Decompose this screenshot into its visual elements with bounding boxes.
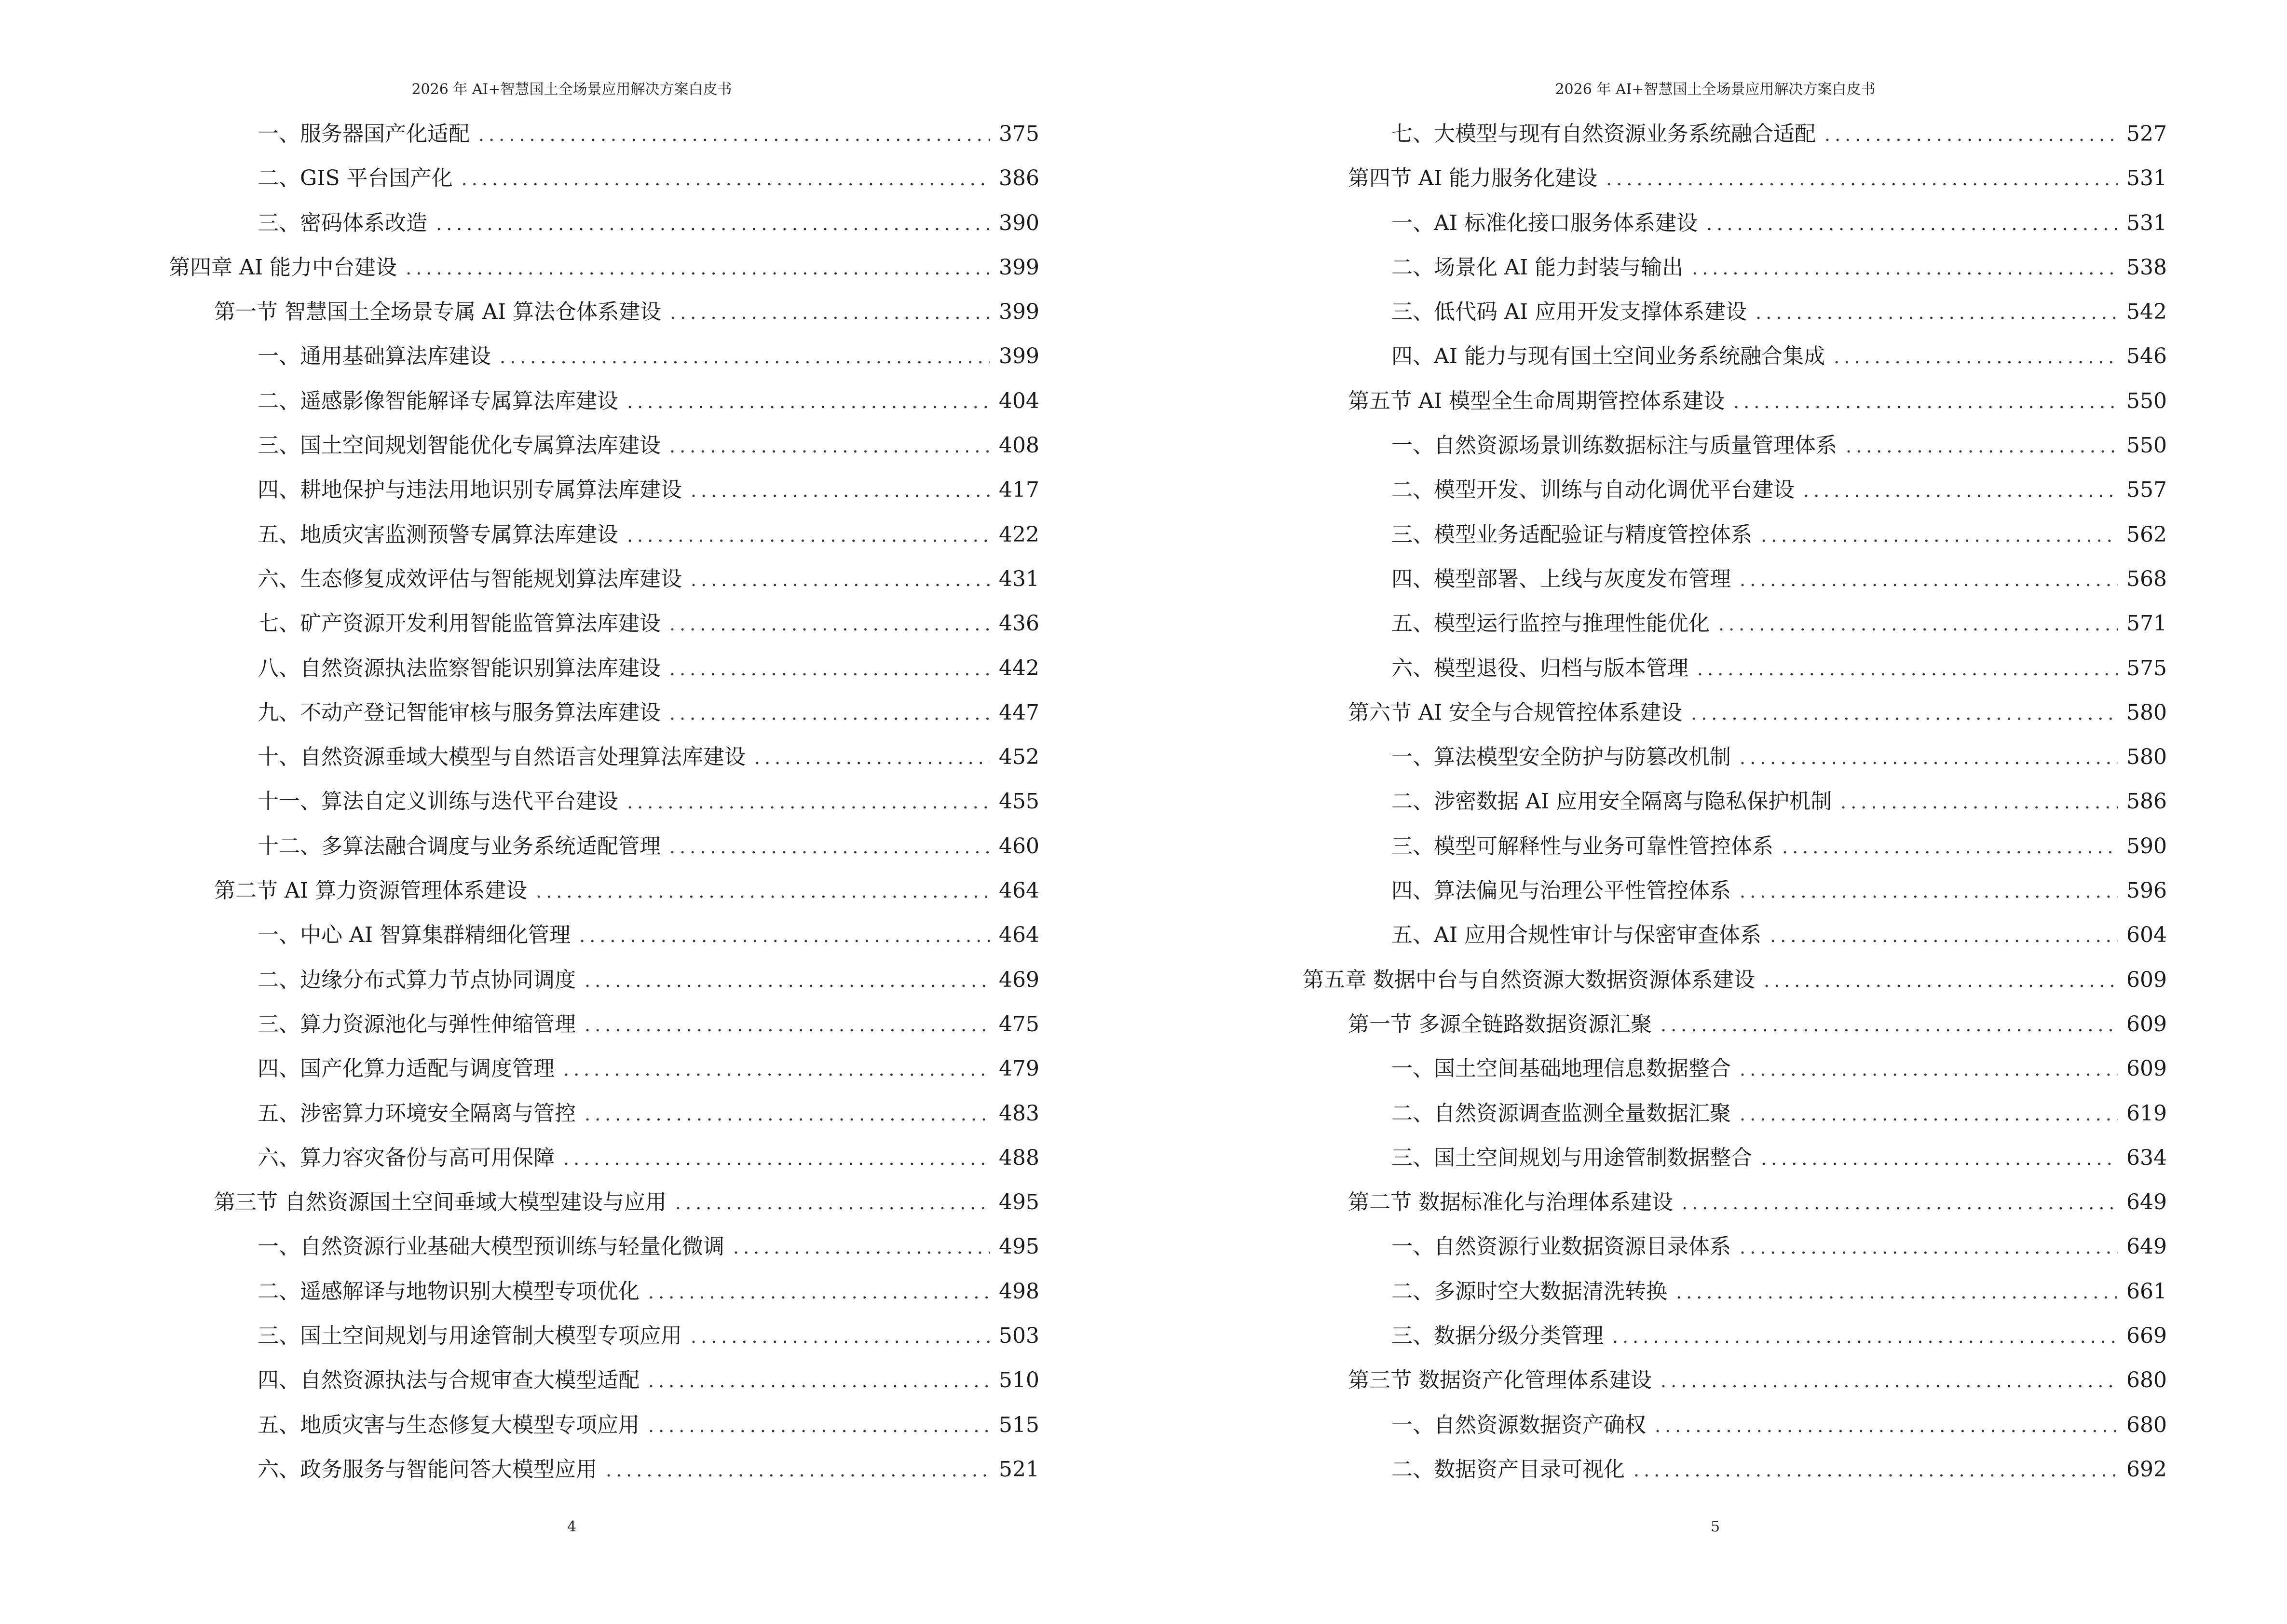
toc-entry-title: 一、AI 标准化接口服务体系建设: [1391, 210, 1698, 235]
toc-entry[interactable]: [1303, 779, 2167, 824]
toc-entry-title: 三、国土空间规划与用途管制大模型专项应用: [258, 1324, 682, 1349]
toc-entry-title: 一、自然资源场景训练数据标注与质量管理体系: [1391, 433, 1837, 458]
toc-entry-title: 十一、算法自定义训练与迭代平台建设: [258, 789, 618, 814]
dot-leader: [669, 424, 990, 468]
dot-leader: [1740, 1047, 2118, 1092]
dot-leader: [1761, 513, 2118, 558]
toc-entry-title: 二、数据资产目录可视化: [1391, 1457, 1625, 1482]
dot-leader: [1612, 1314, 2118, 1359]
dot-leader: [669, 647, 990, 691]
toc-entry[interactable]: [169, 423, 1039, 468]
toc-entry-page: 538: [2126, 255, 2167, 280]
dot-leader: [1634, 1448, 2118, 1492]
toc-entry-page: 399: [999, 255, 1039, 280]
toc-entry-page: 550: [2126, 388, 2167, 413]
toc-entry-title: 二、遥感解译与地物识别大模型专项优化: [258, 1279, 640, 1304]
dot-leader: [563, 1047, 990, 1092]
toc-entry[interactable]: [169, 201, 1039, 246]
toc-entry-title: 一、算法模型安全防护与防篡改机制: [1391, 745, 1731, 770]
toc-entry-page: 475: [999, 1011, 1039, 1037]
toc-entry-page: 557: [2126, 478, 2167, 503]
toc-entry-title: 二、场景化 AI 能力封装与输出: [1391, 255, 1684, 280]
dot-leader: [669, 825, 990, 869]
dot-leader: [627, 780, 990, 824]
toc-entry[interactable]: [1303, 379, 2167, 423]
toc-entry-title: 四、自然资源执法与合规审查大模型适配: [258, 1368, 640, 1393]
toc-entry[interactable]: [1303, 691, 2167, 735]
toc-entry-title: 三、模型业务适配验证与精度管控体系: [1391, 522, 1752, 547]
toc-entry-title: 六、模型退役、归档与版本管理: [1391, 655, 1688, 681]
toc-entry-title: 五、AI 应用合规性审计与保密审查体系: [1391, 923, 1762, 948]
dot-leader: [1761, 1136, 2118, 1181]
toc-entry[interactable]: [169, 779, 1039, 824]
right-page: [1144, 0, 2287, 1624]
dot-leader: [1718, 602, 2118, 646]
toc-entry-title: 四、耕地保护与违法用地识别专属算法库建设: [258, 478, 682, 503]
toc-entry-title: 第五章 数据中台与自然资源大数据资源体系建设: [1303, 967, 1755, 992]
toc-entry[interactable]: [169, 513, 1039, 557]
toc-entry-page: 575: [2126, 655, 2167, 681]
toc-entry[interactable]: [169, 869, 1039, 913]
toc-entry-title: 第一节 多源全链路数据资源汇聚: [1348, 1011, 1652, 1037]
toc-entry-title: 二、多源时空大数据清洗转换: [1391, 1279, 1667, 1304]
toc-entry-title: 八、自然资源执法监察智能识别算法库建设: [258, 655, 661, 681]
toc-entry-title: 四、算法偏见与治理公平性管控体系: [1391, 878, 1731, 903]
toc-entry[interactable]: [1303, 1358, 2167, 1403]
toc-entry-page: 590: [2126, 833, 2167, 859]
toc-entry-page: 455: [999, 789, 1039, 814]
toc-entry-page: 661: [2126, 1279, 2167, 1304]
toc-entry[interactable]: [169, 1447, 1039, 1492]
toc-entry-title: 三、国土空间规划智能优化专属算法库建设: [258, 433, 661, 458]
toc-entry[interactable]: [169, 1269, 1039, 1314]
toc-entry-page: 399: [999, 300, 1039, 325]
toc-entry-page: 479: [999, 1056, 1039, 1081]
dot-leader: [1782, 825, 2118, 869]
toc-entry[interactable]: [1303, 1002, 2167, 1047]
dot-leader: [675, 1181, 990, 1225]
toc-entry-page: 408: [999, 433, 1039, 458]
toc-entry-page: 609: [2126, 1056, 2167, 1081]
toc-entry[interactable]: [169, 468, 1039, 512]
toc-entry-title: 第二节 AI 算力资源管理体系建设: [214, 878, 528, 903]
toc-entry[interactable]: [169, 646, 1039, 691]
toc-entry-title: 第二节 数据标准化与治理体系建设: [1348, 1190, 1673, 1215]
toc-entry[interactable]: [169, 1403, 1039, 1447]
toc-entry[interactable]: [169, 1180, 1039, 1225]
dot-leader: [1756, 290, 2118, 335]
toc-entry-page: 692: [2126, 1457, 2167, 1482]
toc-entry[interactable]: [169, 913, 1039, 957]
toc-entry-title: 七、矿产资源开发利用智能监管算法库建设: [258, 611, 661, 636]
running-header: 2026 年 AI+智慧国土全场景应用解决方案白皮书: [411, 81, 732, 98]
dot-leader: [670, 290, 990, 335]
toc-entry[interactable]: [1303, 1136, 2167, 1180]
dot-leader: [500, 335, 990, 379]
dot-leader: [1706, 202, 2118, 246]
toc-entry[interactable]: [1303, 735, 2167, 779]
toc-entry[interactable]: [169, 1314, 1039, 1358]
dot-leader: [1770, 914, 2118, 958]
toc-entry[interactable]: [169, 1047, 1039, 1091]
dot-leader: [478, 112, 990, 157]
toc-entry-page: 609: [2126, 967, 2167, 992]
toc-entry[interactable]: [169, 735, 1039, 779]
toc-entry-title: 五、模型运行监控与推理性能优化: [1391, 611, 1710, 636]
toc-entry[interactable]: [1303, 1225, 2167, 1269]
toc-entry-title: 第四节 AI 能力服务化建设: [1348, 166, 1598, 191]
toc-list: [1303, 112, 2167, 1492]
toc-entry-title: 四、模型部署、上线与灰度发布管理: [1391, 566, 1731, 591]
dot-leader: [579, 914, 990, 958]
toc-entry[interactable]: [169, 1136, 1039, 1180]
toc-entry[interactable]: [169, 334, 1039, 379]
toc-entry-page: 634: [2126, 1145, 2167, 1170]
toc-entry-title: 二、模型开发、训练与自动化调优平台建设: [1391, 478, 1795, 503]
toc-entry-page: 447: [999, 700, 1039, 725]
toc-entry-title: 二、遥感影像智能解译专属算法库建设: [258, 388, 618, 413]
toc-entry-title: 第四章 AI 能力中台建设: [169, 255, 397, 280]
toc-entry-page: 609: [2126, 1011, 2167, 1037]
dot-leader: [436, 202, 990, 246]
toc-entry[interactable]: [169, 156, 1039, 201]
toc-entry-title: 一、中心 AI 智算集群精细化管理: [258, 923, 571, 948]
toc-entry-page: 521: [999, 1457, 1039, 1482]
toc-entry[interactable]: [1303, 646, 2167, 691]
dot-leader: [1764, 958, 2118, 1003]
dot-leader: [1661, 1003, 2118, 1047]
dot-leader: [462, 157, 990, 201]
toc-entry-page: 527: [2126, 122, 2167, 146]
toc-entry-page: 669: [2126, 1324, 2167, 1349]
dot-leader: [1740, 558, 2118, 602]
dot-leader: [1676, 1270, 2118, 1314]
dot-leader: [733, 1225, 990, 1269]
toc-entry-page: 452: [999, 745, 1039, 770]
toc-entry[interactable]: [1303, 1269, 2167, 1314]
toc-entry-title: 第三节 数据资产化管理体系建设: [1348, 1368, 1652, 1393]
toc-entry-title: 十、自然资源垂域大模型与自然语言处理算法库建设: [258, 745, 746, 770]
toc-entry[interactable]: [1303, 334, 2167, 379]
toc-list: [169, 112, 1039, 1492]
toc-entry[interactable]: [169, 379, 1039, 423]
toc-entry-page: 431: [999, 566, 1039, 591]
toc-entry-page: 436: [999, 611, 1039, 636]
toc-entry-title: 五、地质灾害监测预警专属算法库建设: [258, 522, 618, 547]
running-header: 2026 年 AI+智慧国土全场景应用解决方案白皮书: [1555, 81, 1876, 98]
toc-entry[interactable]: [1303, 1180, 2167, 1225]
toc-entry[interactable]: [169, 958, 1039, 1002]
toc-entry-title: 一、自然资源行业基础大模型预训练与轻量化微调: [258, 1234, 724, 1259]
toc-entry-title: 三、模型可解释性与业务可靠性管控体系: [1391, 833, 1773, 859]
toc-entry-page: 460: [999, 833, 1039, 859]
page-number: 5: [1710, 1518, 1720, 1535]
toc-entry[interactable]: [1303, 958, 2167, 1002]
toc-entry[interactable]: [1303, 1314, 2167, 1358]
dot-leader: [1740, 869, 2118, 914]
toc-entry-title: 九、不动产登记智能审核与服务算法库建设: [258, 700, 661, 725]
toc-entry[interactable]: [1303, 513, 2167, 557]
toc-entry-title: 第六节 AI 安全与合规管控体系建设: [1348, 700, 1683, 725]
toc-entry[interactable]: [1303, 246, 2167, 290]
dot-leader: [627, 380, 990, 424]
toc-entry-page: 422: [999, 522, 1039, 547]
dot-leader: [606, 1448, 990, 1492]
toc-entry-page: 580: [2126, 745, 2167, 770]
toc-entry[interactable]: [1303, 869, 2167, 913]
toc-entry-page: 469: [999, 967, 1039, 992]
toc-entry[interactable]: [1303, 824, 2167, 869]
dot-leader: [1661, 1359, 2118, 1403]
toc-entry-page: 483: [999, 1101, 1039, 1126]
toc-entry-page: 503: [999, 1324, 1039, 1349]
toc-entry-page: 550: [2126, 433, 2167, 458]
dot-leader: [691, 1314, 990, 1359]
toc-entry-page: 375: [999, 122, 1039, 146]
toc-entry-title: 六、算力容灾备份与高可用保障: [258, 1145, 555, 1170]
toc-entry-page: 619: [2126, 1101, 2167, 1126]
dot-leader: [648, 1359, 990, 1403]
toc-entry-page: 586: [2126, 789, 2167, 814]
toc-entry-page: 680: [2126, 1368, 2167, 1393]
toc-entry-title: 五、地质灾害与生态修复大模型专项应用: [258, 1412, 640, 1437]
toc-entry-page: 604: [2126, 923, 2167, 948]
toc-entry-title: 四、AI 能力与现有国土空间业务系统融合集成: [1391, 344, 1825, 369]
toc-entry[interactable]: [169, 557, 1039, 601]
toc-entry-title: 一、通用基础算法库建设: [258, 344, 491, 369]
toc-entry-title: 三、国土空间规划与用途管制数据整合: [1391, 1145, 1752, 1170]
toc-entry-page: 464: [999, 878, 1039, 903]
toc-entry-title: 四、国产化算力适配与调度管理: [258, 1056, 555, 1081]
dot-leader: [1691, 691, 2118, 736]
toc-entry-page: 680: [2126, 1412, 2167, 1437]
toc-entry-page: 571: [2126, 611, 2167, 636]
toc-entry[interactable]: [169, 1225, 1039, 1269]
dot-leader: [1655, 1404, 2118, 1448]
toc-entry-page: 649: [2126, 1234, 2167, 1259]
toc-entry-title: 二、边缘分布式算力节点协同调度: [258, 967, 576, 992]
toc-entry[interactable]: [1303, 290, 2167, 334]
toc-entry-page: 531: [2126, 210, 2167, 235]
toc-entry[interactable]: [1303, 468, 2167, 512]
toc-entry-page: 488: [999, 1145, 1039, 1170]
toc-entry-page: 562: [2126, 522, 2167, 547]
toc-entry-title: 第三节 自然资源国土空间垂域大模型建设与应用: [214, 1190, 667, 1215]
toc-entry[interactable]: [1303, 913, 2167, 957]
dot-leader: [648, 1404, 990, 1448]
toc-entry-page: 531: [2126, 166, 2167, 191]
toc-entry-title: 一、自然资源行业数据资源目录体系: [1391, 1234, 1731, 1259]
toc-entry-title: 七、大模型与现有自然资源业务系统融合适配: [1391, 122, 1816, 146]
toc-entry-page: 442: [999, 655, 1039, 681]
toc-entry[interactable]: [1303, 112, 2167, 156]
toc-entry-page: 498: [999, 1279, 1039, 1304]
toc-entry[interactable]: [169, 112, 1039, 156]
toc-entry-page: 390: [999, 210, 1039, 235]
toc-entry[interactable]: [169, 1092, 1039, 1136]
dot-leader: [536, 869, 990, 914]
toc-entry[interactable]: [1303, 557, 2167, 601]
dot-leader: [691, 558, 990, 602]
toc-entry-title: 二、GIS 平台国产化: [258, 166, 453, 191]
toc-entry-page: 510: [999, 1368, 1039, 1393]
dot-leader: [406, 246, 990, 290]
toc-entry-title: 三、算力资源池化与弹性伸缩管理: [258, 1011, 576, 1037]
toc-entry-page: 386: [999, 166, 1039, 191]
dot-leader: [1697, 647, 2118, 691]
toc-entry[interactable]: [1303, 1047, 2167, 1091]
toc-entry-page: 399: [999, 344, 1039, 369]
toc-entry-title: 一、自然资源数据资产确权: [1391, 1412, 1646, 1437]
toc-entry-title: 三、数据分级分类管理: [1391, 1324, 1604, 1349]
dot-leader: [1840, 780, 2118, 824]
toc-entry-title: 三、低代码 AI 应用开发支撑体系建设: [1391, 300, 1747, 325]
toc-entry-page: 568: [2126, 566, 2167, 591]
toc-entry[interactable]: [169, 246, 1039, 290]
page-number: 4: [567, 1518, 577, 1535]
toc-entry[interactable]: [169, 824, 1039, 869]
dot-leader: [1803, 468, 2118, 513]
toc-entry[interactable]: [169, 601, 1039, 646]
dot-leader: [691, 468, 990, 513]
toc-entry[interactable]: [1303, 423, 2167, 468]
dot-leader: [669, 602, 990, 646]
dot-leader: [1682, 1181, 2118, 1225]
toc-entry-title: 二、自然资源调查监测全量数据汇聚: [1391, 1101, 1731, 1126]
toc-entry[interactable]: [1303, 156, 2167, 201]
dot-leader: [1692, 246, 2118, 290]
dot-leader: [1824, 112, 2118, 157]
toc-entry[interactable]: [169, 290, 1039, 334]
toc-entry-page: 546: [2126, 344, 2167, 369]
toc-entry-page: 417: [999, 478, 1039, 503]
toc-entry-title: 六、政务服务与智能问答大模型应用: [258, 1457, 597, 1482]
toc-entry-page: 580: [2126, 700, 2167, 725]
toc-entry-page: 495: [999, 1234, 1039, 1259]
dot-leader: [669, 691, 990, 736]
toc-entry-page: 404: [999, 388, 1039, 413]
toc-entry-title: 五、涉密算力环境安全隔离与管控: [258, 1101, 576, 1126]
dot-leader: [1606, 157, 2118, 201]
toc-entry[interactable]: [1303, 1447, 2167, 1492]
dot-leader: [1834, 335, 2118, 379]
dot-leader: [754, 736, 990, 780]
toc-entry-page: 515: [999, 1412, 1039, 1437]
toc-entry-title: 六、生态修复成效评估与智能规划算法库建设: [258, 566, 682, 591]
toc-entry[interactable]: [1303, 601, 2167, 646]
toc-entry[interactable]: [169, 1002, 1039, 1047]
dot-leader: [648, 1270, 990, 1314]
dot-leader: [627, 513, 990, 558]
toc-entry-title: 一、服务器国产化适配: [258, 122, 470, 146]
toc-entry-title: 一、国土空间基础地理信息数据整合: [1391, 1056, 1731, 1081]
toc-entry-page: 464: [999, 923, 1039, 948]
toc-entry[interactable]: [1303, 201, 2167, 246]
toc-entry[interactable]: [1303, 1092, 2167, 1136]
toc-entry-title: 第一节 智慧国土全场景专属 AI 算法仓体系建设: [214, 300, 662, 325]
dot-leader: [1740, 1092, 2118, 1136]
toc-entry[interactable]: [169, 691, 1039, 735]
toc-entry-page: 596: [2126, 878, 2167, 903]
dot-leader: [1846, 424, 2118, 468]
dot-leader: [1733, 380, 2118, 424]
dot-leader: [585, 958, 990, 1003]
toc-entry-page: 542: [2126, 300, 2167, 325]
toc-entry-page: 495: [999, 1190, 1039, 1215]
dot-leader: [585, 1092, 990, 1136]
toc-entry[interactable]: [1303, 1403, 2167, 1447]
toc-entry-title: 十二、多算法融合调度与业务系统适配管理: [258, 833, 661, 859]
dot-leader: [585, 1003, 990, 1047]
toc-entry[interactable]: [169, 1358, 1039, 1403]
toc-entry-page: 649: [2126, 1190, 2167, 1215]
dot-leader: [1740, 736, 2118, 780]
toc-entry-title: 第五节 AI 模型全生命周期管控体系建设: [1348, 388, 1725, 413]
toc-entry-title: 二、涉密数据 AI 应用安全隔离与隐私保护机制: [1391, 789, 1832, 814]
toc-entry-title: 三、密码体系改造: [258, 210, 427, 235]
dot-leader: [563, 1136, 990, 1181]
dot-leader: [1740, 1225, 2118, 1269]
